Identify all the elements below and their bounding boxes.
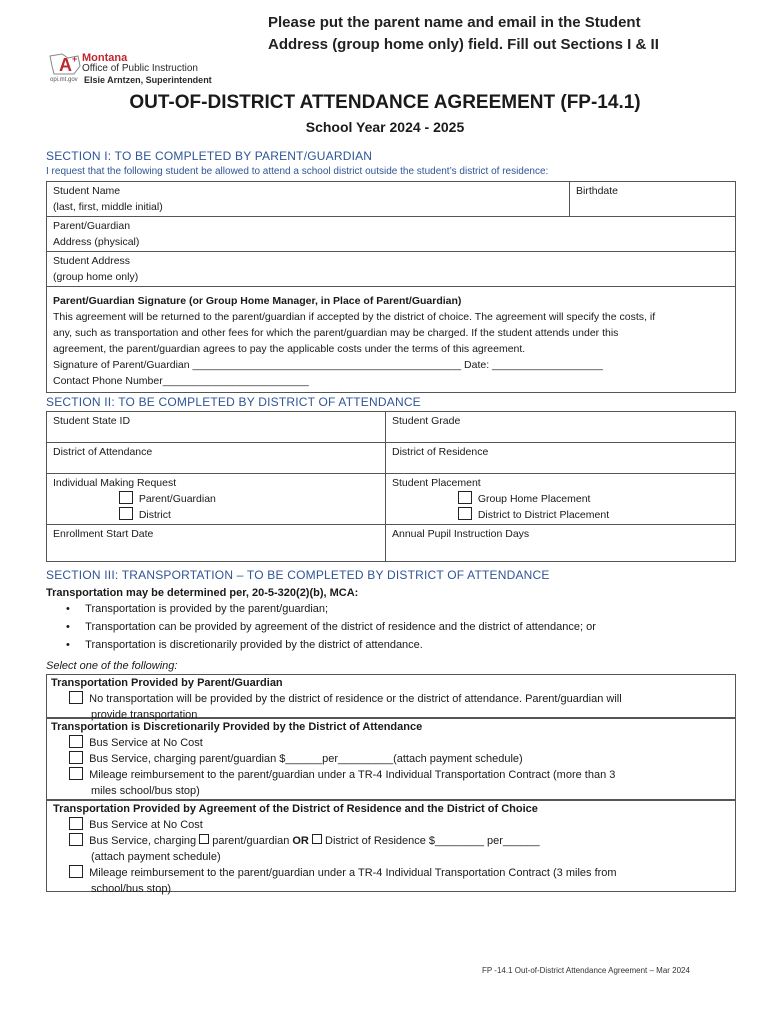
- logo-office: Office of Public Instruction: [82, 63, 198, 74]
- school-year: School Year 2024 - 2025: [305, 119, 465, 135]
- group-home-checkbox[interactable]: [458, 491, 472, 504]
- district-attendance-cell[interactable]: [47, 443, 386, 474]
- g3-opt2-or: OR: [292, 835, 309, 847]
- g3-opt2-pre: Bus Service, charging: [89, 835, 197, 847]
- g1-opt1-checkbox[interactable]: [69, 691, 83, 704]
- g3-opt2-cont: (attach payment schedule): [91, 851, 221, 863]
- transport-group-agreement: [46, 800, 736, 895]
- district-attendance-label: District of Attendance: [53, 446, 153, 458]
- bullet-2-text: Transportation can be provided by agreement of the district of residence and the district of attendance; or: [85, 621, 596, 633]
- g2-opt2-checkbox[interactable]: [69, 751, 83, 764]
- g3-parent-checkbox[interactable]: [199, 834, 209, 844]
- signature-title: Parent/Guardian Signature (or Group Home Manager, in Place of Parent/Guardian): [53, 295, 462, 307]
- section1-table: [46, 181, 736, 393]
- logo-superintendent: Elsie Arntzen, Superintendent: [84, 75, 212, 85]
- grade-cell[interactable]: [386, 412, 736, 443]
- bullet-1: • Transportation is provided by the parent/guardian;: [66, 603, 329, 615]
- parent-checkbox[interactable]: [119, 491, 133, 504]
- logo-brand: Montana: [82, 52, 128, 64]
- parent-guardian-cell[interactable]: [47, 217, 736, 252]
- page-title: OUT-OF-DISTRICT ATTENDANCE AGREEMENT (FP-14.1): [129, 92, 641, 113]
- student-address-sublabel: (group home only): [53, 271, 139, 283]
- instruction-note-line1: Please put the parent name and email in the Student: [268, 14, 641, 31]
- enrollment-start-label: Enrollment Start Date: [53, 528, 154, 540]
- bullet-2: • Transportation can be provided by agreement of the district of residence and the district of attendance; or: [66, 621, 596, 633]
- annual-days-cell[interactable]: [386, 525, 736, 562]
- g2-opt1-row[interactable]: [51, 735, 731, 751]
- opt-d2d-label: District to District Placement: [477, 509, 610, 521]
- student-name-cell[interactable]: [47, 182, 570, 217]
- g2-opt2-row[interactable]: [51, 751, 731, 767]
- state-id-cell[interactable]: [47, 412, 386, 443]
- g2-title: Transportation is Discretionarily Provided by the District of Attendance: [51, 721, 423, 733]
- transport-group-parent: [46, 674, 736, 721]
- g3-opt1-checkbox[interactable]: [69, 817, 83, 830]
- g3-residence-checkbox[interactable]: [312, 834, 322, 844]
- page-footer: FP -14.1 Out-of-District Attendance Agreement – Mar 2024: [482, 966, 690, 975]
- student-name-label: Student Name: [53, 185, 121, 197]
- instruction-note-line2: Address (group home only) field. Fill out Sections I & II: [268, 36, 659, 53]
- section1-intro: I request that the following student be allowed to attend a school district outside the student’s district of residence:: [46, 166, 549, 177]
- individual-request-cell: [47, 474, 386, 525]
- bullet-3-text: Transportation is discretionarily provided by the district of attendance.: [85, 639, 423, 651]
- g3-opt3-text: Mileage reimbursement to the parent/guardian under a TR-4 Individual Transportation Contract (3 miles from: [89, 867, 617, 879]
- opt-parent-label: Parent/Guardian: [138, 493, 216, 505]
- g2-opt2-text: Bus Service, charging parent/guardian $______per_________(attach payment schedule): [89, 753, 523, 765]
- district-residence-label: District of Residence: [392, 446, 489, 458]
- g3-title: Transportation Provided by Agreement of the District of Residence and the District of Choice: [53, 803, 538, 815]
- state-id-label: Student State ID: [53, 415, 131, 427]
- svg-text:A: A: [59, 55, 72, 75]
- svg-text:+: +: [72, 54, 78, 64]
- section1-heading: SECTION I: TO BE COMPLETED BY PARENT/GUARDIAN: [46, 149, 373, 163]
- signature-cell: [47, 287, 736, 393]
- opi-logo: [48, 52, 218, 92]
- grade-label: Student Grade: [392, 415, 461, 427]
- signature-para-1: This agreement will be returned to the parent/guardian if accepted by the district of choice. The agreement will specify the costs, if: [53, 311, 656, 323]
- opt-group-home-row[interactable]: [392, 491, 729, 507]
- section2-table: [46, 411, 736, 562]
- opt-parent-row[interactable]: [53, 491, 379, 507]
- opt-district-label: District: [138, 509, 171, 521]
- g2-opt1-text: Bus Service at No Cost: [89, 737, 203, 749]
- instruction-note: [268, 12, 728, 56]
- select-instruction: Select one of the following:: [46, 660, 178, 672]
- enrollment-start-cell[interactable]: [47, 525, 386, 562]
- birthdate-cell[interactable]: [570, 182, 736, 217]
- g3-opt2-row[interactable]: [53, 833, 729, 849]
- student-name-sublabel: (last, first, middle initial): [53, 201, 163, 213]
- address-physical-label: Address (physical): [53, 236, 140, 248]
- g3-opt2-post: District of Residence $________ per______: [325, 835, 540, 847]
- g3-opt3-row[interactable]: [53, 865, 729, 881]
- placement-cell: [386, 474, 736, 525]
- bullet-3: • Transportation is discretionarily provided by the district of attendance.: [66, 639, 423, 651]
- g3-opt3-checkbox[interactable]: [69, 865, 83, 878]
- section2-heading: SECTION II: TO BE COMPLETED BY DISTRICT OF ATTENDANCE: [46, 395, 421, 409]
- parent-guardian-label: Parent/Guardian: [53, 220, 131, 232]
- student-address-cell[interactable]: [47, 252, 736, 287]
- g2-opt3-row[interactable]: [51, 767, 731, 783]
- g2-opt3-cont: miles school/bus stop): [91, 785, 200, 797]
- g1-opt1-text: No transportation will be provided by the district of residence or the district of attendance. Parent/guardian will: [89, 693, 622, 705]
- section3-lead: Transportation may be determined per, 20-5-320(2)(b), MCA:: [46, 587, 359, 599]
- transport-group-discretionary: [46, 718, 736, 800]
- opt-d2d-row[interactable]: [392, 507, 729, 523]
- phone-line[interactable]: Contact Phone Number_________________________: [53, 375, 309, 387]
- g1-opt1-cont: provide transportation: [91, 709, 198, 721]
- placement-label: Student Placement: [392, 477, 481, 489]
- logo-url: opi.mt.gov: [50, 77, 78, 83]
- section3-heading: SECTION III: TRANSPORTATION – TO BE COMPLETED BY DISTRICT OF ATTENDANCE: [46, 568, 550, 582]
- signature-line[interactable]: Signature of Parent/Guardian ______________________________________________ Date: ___________________: [53, 359, 604, 371]
- signature-para-3: agreement, the parent/guardian agrees to pay the applicable costs under the terms of this agreement.: [53, 343, 526, 355]
- bullet-1-text: Transportation is provided by the parent/guardian;: [85, 603, 329, 615]
- g3-opt1-text: Bus Service at No Cost: [89, 819, 203, 831]
- opt-group-home-label: Group Home Placement: [477, 493, 591, 505]
- opt-district-row[interactable]: [53, 507, 379, 523]
- g2-opt3-checkbox[interactable]: [69, 767, 83, 780]
- individual-request-label: Individual Making Request: [53, 477, 177, 489]
- g3-opt2-checkbox[interactable]: [69, 833, 83, 846]
- g3-opt3-cont: school/bus stop): [91, 883, 172, 895]
- g2-opt3-text: Mileage reimbursement to the parent/guardian under a TR-4 Individual Transportation Contract (more than 3: [89, 769, 616, 781]
- student-address-label: Student Address: [53, 255, 131, 267]
- annual-days-label: Annual Pupil Instruction Days: [392, 528, 530, 540]
- g1-opt1-row[interactable]: [51, 691, 731, 707]
- district-residence-cell[interactable]: [386, 443, 736, 474]
- g3-opt1-row[interactable]: [53, 817, 729, 833]
- signature-para-2: any, such as transportation and other fees for which the parent/guardian may be charged. If the student attends under this: [53, 327, 619, 339]
- district-to-district-checkbox[interactable]: [458, 507, 472, 520]
- birthdate-label: Birthdate: [576, 185, 619, 197]
- g1-title: Transportation Provided by Parent/Guardian: [51, 677, 283, 689]
- district-checkbox[interactable]: [119, 507, 133, 520]
- montana-map-icon: [48, 52, 82, 78]
- g3-opt2-parent: parent/guardian: [212, 835, 290, 847]
- g2-opt1-checkbox[interactable]: [69, 735, 83, 748]
